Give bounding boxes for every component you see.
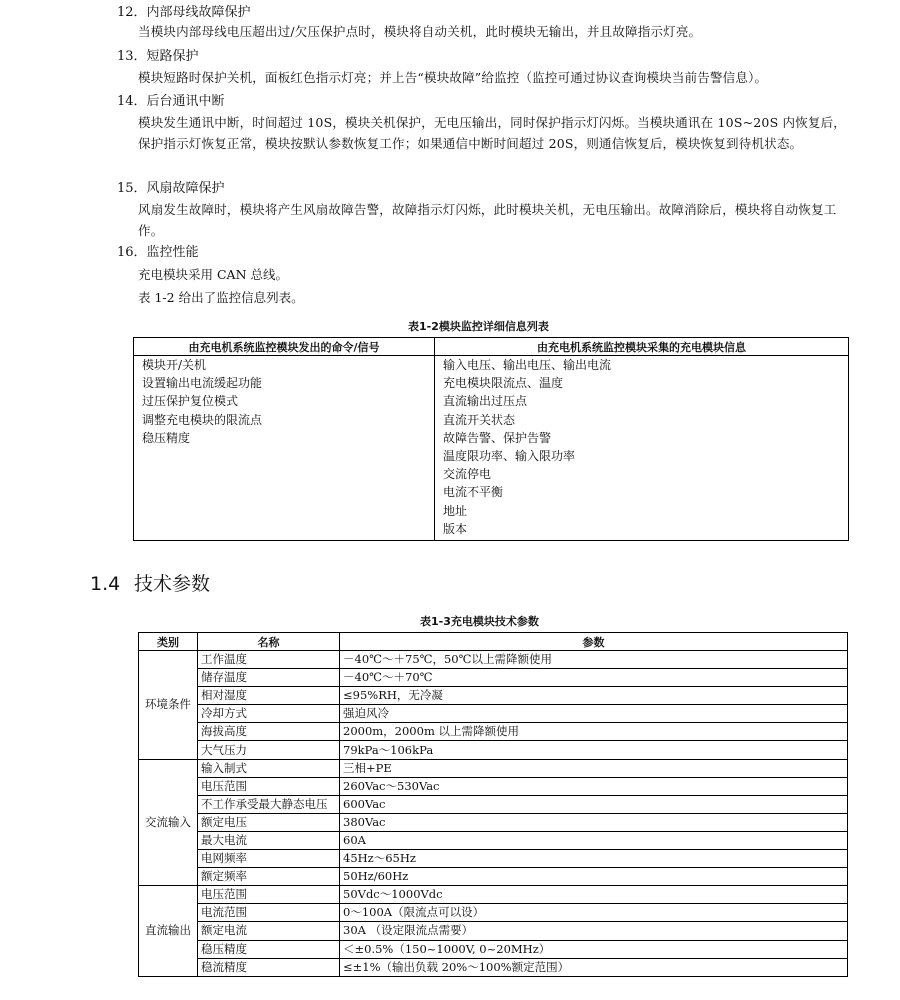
parameter-name-cell: 电压范围 bbox=[198, 777, 340, 795]
parameter-name-cell: 大气压力 bbox=[198, 741, 340, 759]
parameter-value-cell: 50Vdc～1000Vdc bbox=[340, 886, 848, 904]
table-row bbox=[139, 940, 848, 958]
paragraph-table-ref: 表 1-2 给出了监控信息列表。 bbox=[138, 290, 304, 305]
table-row bbox=[139, 958, 848, 976]
table-row bbox=[139, 904, 848, 922]
parameter-value-cell: 60A bbox=[340, 831, 848, 849]
section-heading bbox=[90, 569, 210, 596]
parameter-value-cell: －40℃～＋70℃ bbox=[340, 669, 848, 687]
table-row bbox=[139, 922, 848, 940]
parameter-value-cell: 50Hz/60Hz bbox=[340, 868, 848, 886]
table-row bbox=[139, 723, 848, 741]
table12-commands-cell bbox=[134, 356, 435, 541]
parameter-name-cell: 不工作承受最大静态电压 bbox=[198, 795, 340, 813]
list-item: 模块开/关机 bbox=[142, 358, 207, 372]
category-cell: 直流输出 bbox=[139, 886, 198, 976]
table12-caption: 表1-2模块监控详细信息列表 bbox=[408, 320, 549, 333]
section-body-12: 当模块内部母线电压超出过/欠压保护点时，模块将自动关机，此时模块无输出，并且故障指示灯亮。 bbox=[138, 24, 702, 39]
category-cell: 环境条件 bbox=[139, 651, 198, 760]
section-title-16: 16．监控性能 bbox=[117, 245, 199, 260]
table13-caption: 表1-3充电模块技术参数 bbox=[420, 615, 539, 628]
parameter-name-cell: 额定频率 bbox=[198, 868, 340, 886]
parameter-value-cell: 0～100A（限流点可以设） bbox=[340, 904, 848, 922]
parameter-value-cell: ＜±0.5%（150~1000V, 0~20MHz） bbox=[340, 940, 848, 958]
section-body-14: 模块发生通讯中断，时间超过 10S，模块关机保护，无电压输出，同时保护指示灯闪烁。当模块通讯在 10S~20S 内恢复后，保护指示灯恢复正常，模块按默认参数恢复工作；如果通信中断时间超过 20S，则通信恢复后，模块恢复到待机状态。 bbox=[138, 115, 847, 151]
parameter-value-cell: ≤95%RH，无冷凝 bbox=[340, 687, 848, 705]
section-title-14: 14．后台通讯中断 bbox=[117, 94, 225, 109]
section-body-13: 模块短路时保护关机，面板红色指示灯亮；并上告“模块故障”给监控（监控可通过协议查询模块当前告警信息）。 bbox=[138, 70, 768, 85]
table12-header-commands: 由充电机系统监控模块发出的命令/信号 bbox=[134, 338, 435, 356]
list-item: 充电模块限流点、温度 bbox=[443, 376, 564, 391]
list-item: 设置输出电流缓起功能 bbox=[142, 376, 263, 391]
table-row bbox=[139, 687, 848, 705]
paragraph-can-bus: 充电模块采用 CAN 总线。 bbox=[138, 267, 288, 282]
parameter-value-cell: 强迫风冷 bbox=[340, 705, 848, 723]
parameter-value-cell: 30A （设定限流点需要） bbox=[340, 922, 848, 940]
parameter-value-cell: 45Hz～65Hz bbox=[340, 850, 848, 868]
table-row bbox=[139, 831, 848, 849]
table-row bbox=[139, 705, 848, 723]
table-row bbox=[139, 759, 848, 777]
section-heading-number: 1.4 bbox=[90, 573, 121, 595]
table-row bbox=[139, 795, 848, 813]
list-item: 直流输出过压点 bbox=[443, 394, 528, 409]
list-item: 版本 bbox=[443, 521, 468, 536]
list-item: 故障告警、保护告警 bbox=[443, 430, 552, 445]
table-row bbox=[139, 777, 848, 795]
parameter-name-cell: 稳压精度 bbox=[198, 940, 340, 958]
table-row bbox=[139, 651, 848, 669]
section-body-15: 风扇发生故障时，模块将产生风扇故障告警，故障指示灯闪烁，此时模块关机，无电压输出。故障消除后，模块将自动恢复工作。 bbox=[138, 202, 837, 238]
parameter-name-cell: 冷却方式 bbox=[198, 705, 340, 723]
parameter-name-cell: 储存温度 bbox=[198, 669, 340, 687]
parameter-name-cell: 输入制式 bbox=[198, 759, 340, 777]
table13-header-parameter: 参数 bbox=[340, 633, 848, 651]
category-cell: 交流输入 bbox=[139, 759, 198, 886]
parameter-name-cell: 电流范围 bbox=[198, 904, 340, 922]
parameter-name-cell: 最大电流 bbox=[198, 831, 340, 849]
table-row bbox=[139, 850, 848, 868]
table-row bbox=[139, 669, 848, 687]
list-item: 直流开关状态 bbox=[443, 412, 516, 427]
parameter-name-cell: 海拔高度 bbox=[198, 723, 340, 741]
parameter-name-cell: 相对湿度 bbox=[198, 687, 340, 705]
technical-parameters-table bbox=[138, 632, 848, 977]
list-item: 电流不平衡 bbox=[443, 485, 504, 500]
parameter-name-cell: 电压范围 bbox=[198, 886, 340, 904]
parameter-value-cell: 380Vac bbox=[340, 813, 848, 831]
parameter-value-cell: 三相+PE bbox=[340, 759, 848, 777]
table13-header-category: 类别 bbox=[139, 633, 198, 651]
list-item: 过压保护复位模式 bbox=[142, 394, 239, 409]
parameter-name-cell: 工作温度 bbox=[198, 651, 340, 669]
parameter-value-cell: 79kPa～106kPa bbox=[340, 741, 848, 759]
table13-body bbox=[139, 651, 848, 977]
section-title-12: 12．内部母线故障保护 bbox=[117, 5, 251, 20]
list-item: 交流停电 bbox=[443, 467, 492, 482]
parameter-value-cell: 600Vac bbox=[340, 795, 848, 813]
parameter-value-cell: ≤±1%（输出负载 20%～100%额定范围） bbox=[340, 958, 848, 976]
monitoring-info-table bbox=[133, 337, 849, 541]
parameter-value-cell: －40℃～＋75℃，50℃以上需降额使用 bbox=[340, 651, 848, 669]
table13-header-name: 名称 bbox=[198, 633, 340, 651]
table-row bbox=[139, 813, 848, 831]
table12-header-collected: 由充电机系统监控模块采集的充电模块信息 bbox=[435, 338, 849, 356]
table-row bbox=[139, 886, 848, 904]
list-item: 输入电压、输出电压、输出电流 bbox=[443, 358, 612, 372]
section-heading-title: 技术参数 bbox=[134, 573, 211, 595]
section-title-15: 15．风扇故障保护 bbox=[117, 181, 225, 196]
section-title-13: 13．短路保护 bbox=[117, 49, 199, 64]
parameter-value-cell: 260Vac～530Vac bbox=[340, 777, 848, 795]
table-row bbox=[139, 868, 848, 886]
list-item: 调整充电模块的限流点 bbox=[142, 412, 263, 427]
parameter-name-cell: 额定电流 bbox=[198, 922, 340, 940]
parameter-name-cell: 额定电压 bbox=[198, 813, 340, 831]
list-item: 温度限功率、输入限功率 bbox=[443, 448, 576, 463]
parameter-value-cell: 2000m，2000m 以上需降额使用 bbox=[340, 723, 848, 741]
list-item: 地址 bbox=[443, 503, 468, 518]
list-item: 稳压精度 bbox=[142, 430, 191, 445]
table-row bbox=[139, 741, 848, 759]
parameter-name-cell: 稳流精度 bbox=[198, 958, 340, 976]
parameter-name-cell: 电网频率 bbox=[198, 850, 340, 868]
table12-collected-cell bbox=[435, 356, 849, 541]
